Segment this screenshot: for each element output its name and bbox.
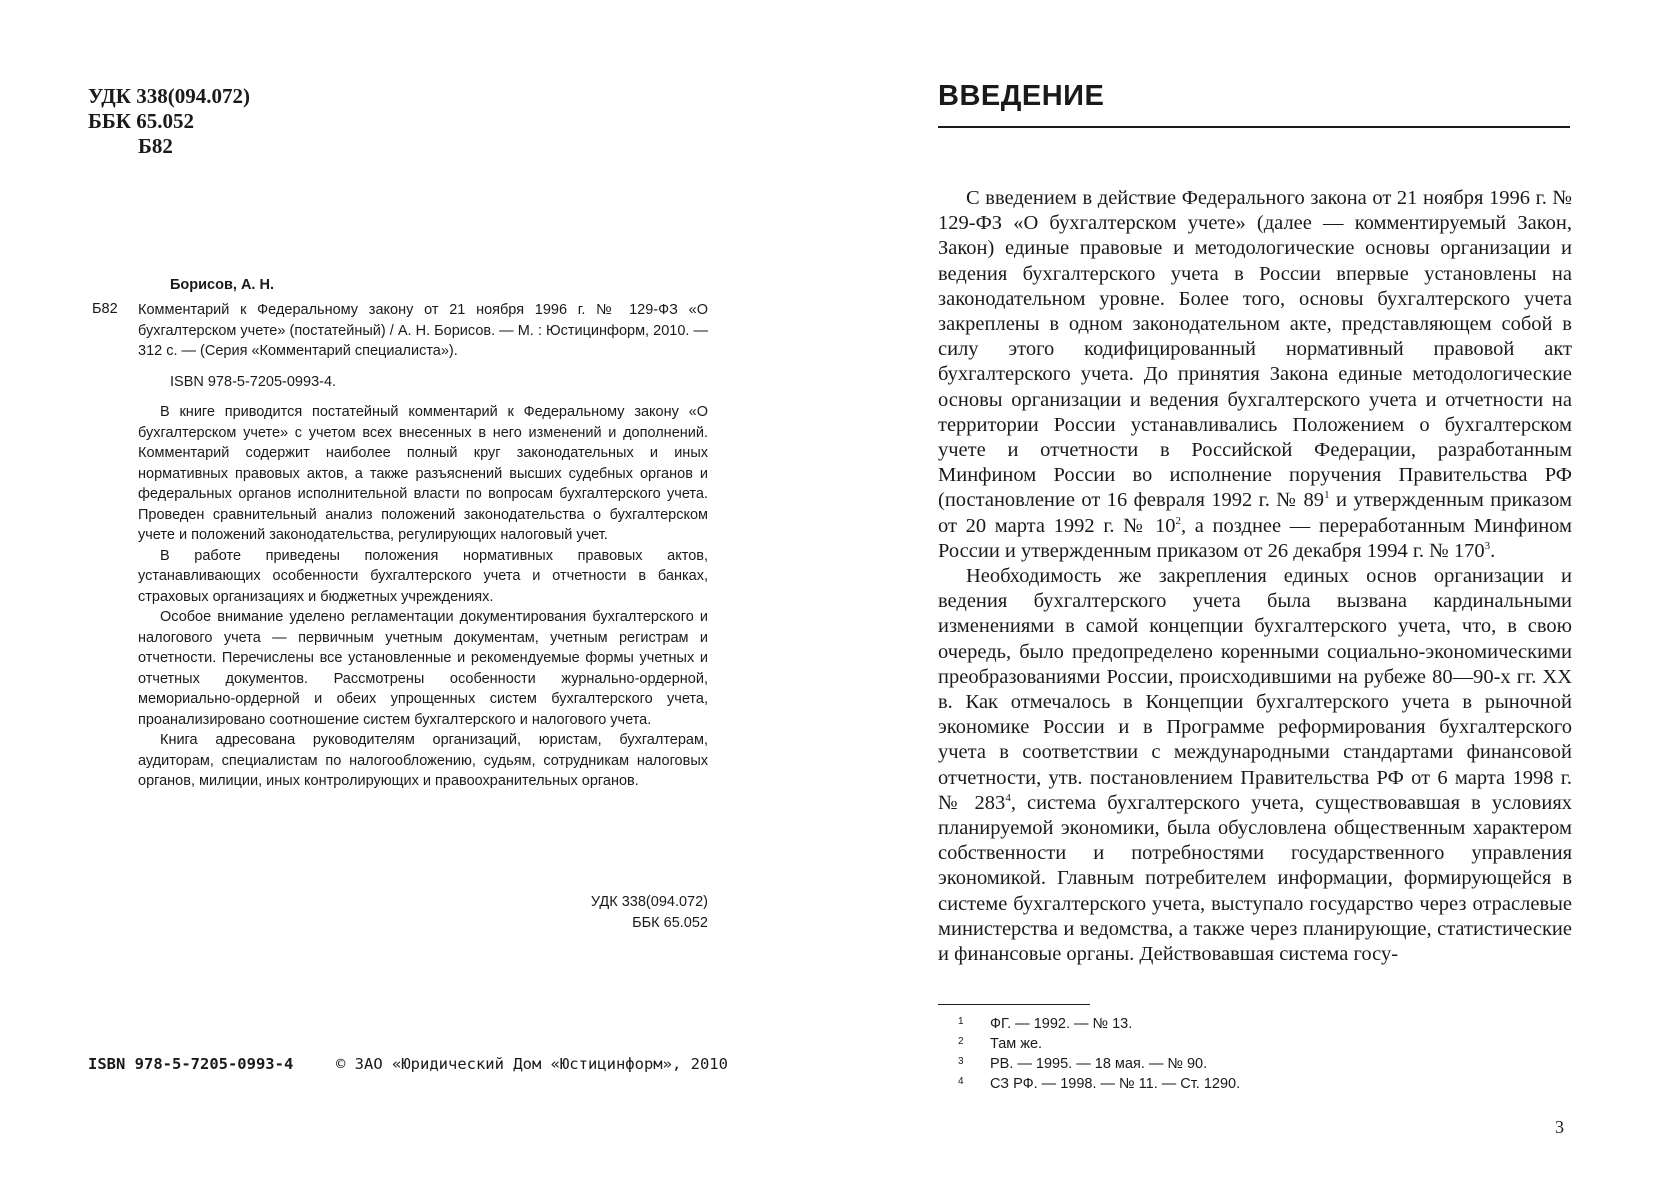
annotation-paragraph: Особое внимание уделено регламентации документирования бухгалтерского и налогового учета — первичным учетным документам, учетным регистрам и отчетности. Перечислены все установленные и рекомендуемые формы учетных и отчетных документов. Рассмотрены особенности журнально-ордерной, мемориально-ордерной и обеих упрощенных систем бухгалтерского учета, проанализировано соотношение систем бухгалтерского и налогового учета. bbox=[138, 609, 708, 728]
footnote-number: 4 bbox=[958, 1076, 964, 1087]
footnote bbox=[958, 1054, 1240, 1074]
footnote bbox=[958, 1034, 1240, 1054]
text-run: Необходимость же закрепления единых основ организации и ведения бухгалтерского учета была вызвана кардинальными изменениями в самой концепции бухгалтерского учета, что, в свою очередь, было предопределено коренными социально-экономическими преобразованиями России, происходившими на рубеже 80—90-х гг. XX в. Как отмечалось в Концепции бухгалтерского учета в рыночной экономике России и в Программе реформирования бухгалтерского учета в соответствии с международными стандартами финансовой отчетности, утв. постановлением Правительства РФ от 6 марта 1998 г. № 283 bbox=[938, 565, 1572, 814]
heading-rule bbox=[938, 126, 1570, 128]
footnote-text: РВ. — 1995. — 18 мая. — № 90. bbox=[990, 1056, 1208, 1072]
body-paragraph-1 bbox=[938, 186, 1572, 564]
footnote bbox=[958, 1014, 1240, 1034]
footnote-ref: 4 bbox=[1005, 792, 1011, 805]
annotation-paragraph: Книга адресована руководителям организаций, юристам, бухгалтерам, аудиторам, специалистам по налогообложению, судьям, сотрудникам налоговых органов, милиции, иных контролирующих и правоохранительных органов. bbox=[138, 732, 708, 789]
text-run: , система бухгалтерского учета, существовавшая в условиях планируемой экономики, была обусловлена общественным характером собственности и потребностями государственного управления экономикой. Главным потребителем информации, формирующейся в системе бухгалтерского учета, выступало государство через отраслевые министерства и ведомства, а также через планирующие, статистические и финансовые органы. Действовавшая система госу- bbox=[938, 791, 1572, 966]
author-mark: Б82 bbox=[138, 134, 173, 158]
author-mark-code: Б82 bbox=[92, 301, 118, 317]
text-run: . bbox=[1490, 539, 1496, 562]
author-name: Борисов, А. Н. bbox=[170, 277, 274, 293]
bibliographic-description: Комментарий к Федеральному закону от 21 ноября 1996 г. № 129-ФЗ «О бухгалтерском учете» (постатейный) / А. Н. Борисов. — М. : Юстицинформ, 2010. — 312 с. — (Серия «Комментарий специалиста»). bbox=[138, 302, 708, 359]
text-run: и утвержденным приказом от 20 марта 1992 г. № 10 bbox=[938, 489, 1572, 537]
footnote-number: 1 bbox=[958, 1016, 964, 1027]
annotation-paragraph: В работе приведены положения нормативных правовых актов, устанавливающих особенности бухгалтерского учета и отчетности в банках, страховых организациях и бюджетных учреждениях. bbox=[138, 547, 708, 605]
chapter-heading: ВВЕДЕНИЕ bbox=[938, 80, 1105, 112]
text-run: С введением в действие Федерального закона от 21 ноября 1996 г. № 129-ФЗ «О бухгалтерском учете» (далее — комментируемый Закон, Закон) единые правовые и методологические основы организации и ведения бухгалтерского учета в России впервые установлены на законодательном уровне. Более того, основы бухгалтерского учета закреплены в одном законодательном акте, представляющем собой в силу этого кодифицированный нормативный правовой акт бухгалтерского учета. До принятия Закона единые методологические основы организации и ведения бухгалтерского учета и отчетности на территории России устанавливались Положением о бухгалтерском учете и отчетности в Российской Федерации, разработанным Минфином России во исполнение поручения Правительства РФ (постановление от 16 февраля 1992 г. № 89 bbox=[938, 187, 1572, 512]
footnote-ref: 2 bbox=[1175, 514, 1181, 527]
text-run: , а позднее — переработанным Минфином России и утвержденным приказом от 26 декабря 1994 г. № 170 bbox=[938, 514, 1573, 562]
footnote-text: ФГ. — 1992. — № 13. bbox=[990, 1016, 1133, 1032]
udk-bbk-right bbox=[520, 892, 708, 933]
body-text bbox=[938, 186, 1572, 967]
bbk-code: ББК 65.052 bbox=[88, 109, 194, 133]
footnote-ref: 3 bbox=[1484, 540, 1491, 553]
footnote-number: 2 bbox=[958, 1036, 964, 1047]
annotation bbox=[138, 402, 708, 792]
footnote-text: Там же. bbox=[990, 1036, 1043, 1052]
body-paragraph-2 bbox=[938, 564, 1572, 967]
footnote bbox=[958, 1074, 1240, 1094]
copyright-line: © ЗАО «Юридический Дом «Юстицинформ», 2010 bbox=[336, 1055, 728, 1073]
udk-header-block bbox=[88, 84, 250, 159]
bbk-code-right: ББК 65.052 bbox=[632, 914, 708, 931]
udk-code: УДК 338(094.072) bbox=[88, 84, 250, 108]
footnote-rule bbox=[938, 1004, 1090, 1005]
footnote-ref: 1 bbox=[1324, 489, 1330, 502]
footnote-text: СЗ РФ. — 1998. — № 11. — Ст. 1290. bbox=[990, 1076, 1241, 1092]
bottom-isbn: ISBN 978-5-7205-0993-4 bbox=[88, 1055, 294, 1073]
page-number: 3 bbox=[1555, 1117, 1564, 1137]
isbn-line: ISBN 978-5-7205-0993-4. bbox=[170, 374, 337, 390]
annotation-paragraph: В книге приводится постатейный комментарий к Федеральному закону «О бухгалтерском учете» с учетом всех внесенных в него изменений и дополнений. Комментарий содержит наиболее полный круг законодательных и иных нормативных правовых актов, а также разъяснений высших судебных органов и федеральных органов исполнительной власти по вопросам бухгалтерского учета. Проведен сравнительный анализ положений законодательства о бухгалтерском учете и положений законодательства, регулирующих налоговый учет. bbox=[138, 404, 708, 543]
footnotes bbox=[958, 1014, 1240, 1094]
udk-code-right: УДК 338(094.072) bbox=[590, 894, 708, 910]
footnote-number: 3 bbox=[958, 1056, 964, 1067]
